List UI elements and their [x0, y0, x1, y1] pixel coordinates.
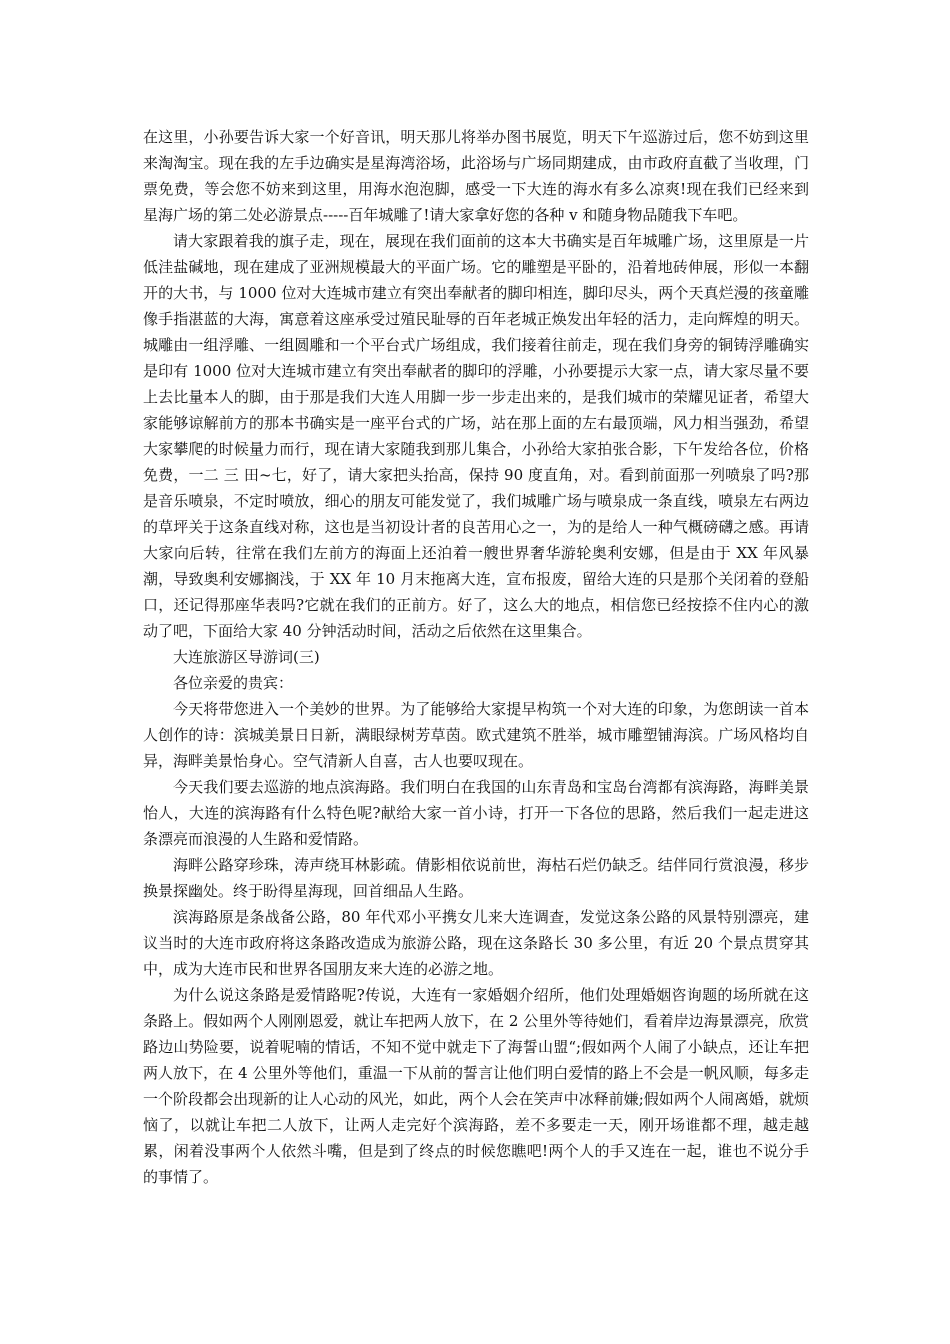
paragraph-8: 滨海路原是条战备公路，80 年代邓小平携女儿来大连调查，发觉这条公路的风景特别漂亮，建议当时的大连市政府将这条路改造成为旅游公路，现在这条路长 30 多公里，有近 20 个景点贯穿其中，成为大连市民和世界各国朋友来大连的必游之地。: [143, 908, 809, 978]
greeting: 各位亲爱的贵宾：: [173, 674, 294, 692]
document-page: [143, 124, 809, 1190]
section-heading: 大连旅游区导游词(三): [173, 648, 320, 666]
paragraph-2: 请大家跟着我的旗子走，现在，展现在我们面前的这本大书确实是百年城雕广场，这里原是一片低洼盐碱地，现在建成了亚洲规模最大的平面广场。它的雕塑是平卧的，沿着地砖伸展，形似一本翻开的大书，与 1000 位对大连城市建立有突出奉献者的脚印相连，脚印尽头，两个天真烂漫的孩童雕像手指湛蓝的大海，寓意着这座承受过殖民耻辱的百年老城正焕发出年轻的活力，走向辉煌的明天。城雕由一组浮雕、一组圆雕和一个平台式广场组成，我们接着往前走，现在我们身旁的铜铸浮雕确实是印有 1000 位对大连城市建立有突出奉献者的脚印的浮雕，小孙要提示大家一点，请大家尽量不要上去比量本人的脚，由于那是我们大连人用脚一步一步走出来的，是我们城市的荣耀见证者，希望大家能够谅解前方的那本书确实是一座平台式的广场，站在那上面的左右最顶端，风力相当强劲，希望大家攀爬的时候量力而行，现在请大家随我到那儿集合，小孙给大家拍张合影，下午发给各位，价格免费，一二 三 田~七，好了，请大家把头抬高，保持 90 度直角，对。看到前面那一列喷泉了吗?那是音乐喷泉，不定时喷放，细心的朋友可能发觉了，我们城雕广场与喷泉成一条直线，喷泉左右两边的草坪关于这条直线对称，这也是当初设计者的良苦用心之一，为的是给人一种气概磅礴之感。再请大家向后转，往常在我们左前方的海面上还泊着一艘世界奢华游轮奥利安娜，但是由于 XX 年风暴潮，导致奥利安娜搁浅，于 XX 年 10 月末拖离大连，宣布报废，留给大连的只是那个关闭着的登船口，还记得那座华表吗?它就在我们的正前方。好了，这么大的地点，相信您已经按捺不住内心的激动了吧，下面给大家 40 分钟活动时间，活动之后依然在这里集合。: [143, 232, 809, 640]
paragraph-6: 今天我们要去巡游的地点滨海路。我们明白在我国的山东青岛和宝岛台湾都有滨海路，海畔美景怡人，大连的滨海路有什么特色呢?献给大家一首小诗，打开一下各位的思路，然后我们一起走进这条漂亮而浪漫的人生路和爱情路。: [143, 778, 809, 848]
paragraph-9: 为什么说这条路是爱情路呢?传说，大连有一家婚姻介绍所，他们处理婚姻咨询题的场所就在这条路上。假如两个人刚刚恩爱，就让车把两人放下，在 2 公里外等待她们，看着岸边海景漂亮，欣赏路边山势险要，说着呢喃的情话，不知不觉中就走下了海誓山盟“;假如两个人闹了小缺点，还让车把两人放下，在 4 公里外等他们，重温一下从前的誓言让他们明白爱情的路上不会是一帆风顺，每多走一个阶段都会出现新的让人心动的风光，如此，两个人会在笑声中冰释前嫌;假如两个人闹离婚，就烦恼了，以就让车把二人放下，让两人走完好个滨海路，差不多要走一天，刚开场谁都不理，越走越累，闲着没事两个人依然斗嘴，但是到了终点的时候您瞧吧!两个人的手又连在一起，谁也不说分手的事情了。: [143, 986, 809, 1186]
poem-paragraph: 海畔公路穿珍珠，涛声绕耳林影疏。倩影相依说前世，海枯石烂仍缺乏。结伴同行赏浪漫，移步换景探幽处。终于盼得星海现，回首细品人生路。: [143, 856, 809, 900]
paragraph-1: 在这里，小孙要告诉大家一个好音讯，明天那儿将举办图书展览，明天下午巡游过后，您不妨到这里来淘淘宝。现在我的左手边确实是星海湾浴场，此浴场与广场同期建成，由市政府直截了当收理，门票免费，等会您不妨来到这里，用海水泡泡脚，感受一下大连的海水有多么凉爽!现在我们已经来到星海广场的第二处必游景点-----百年城雕了!请大家拿好您的各种 v 和随身物品随我下车吧。: [143, 128, 809, 224]
paragraph-5: 今天将带您进入一个美妙的世界。为了能够给大家提早构筑一个对大连的印象，为您朗读一首本人创作的诗：滨城美景日日新，满眼绿树芳草茵。欧式建筑不胜举，城市雕塑铺海滨。广场风格均自异，海畔美景怡身心。空气清新人自喜，古人也要叹现在。: [143, 700, 809, 770]
